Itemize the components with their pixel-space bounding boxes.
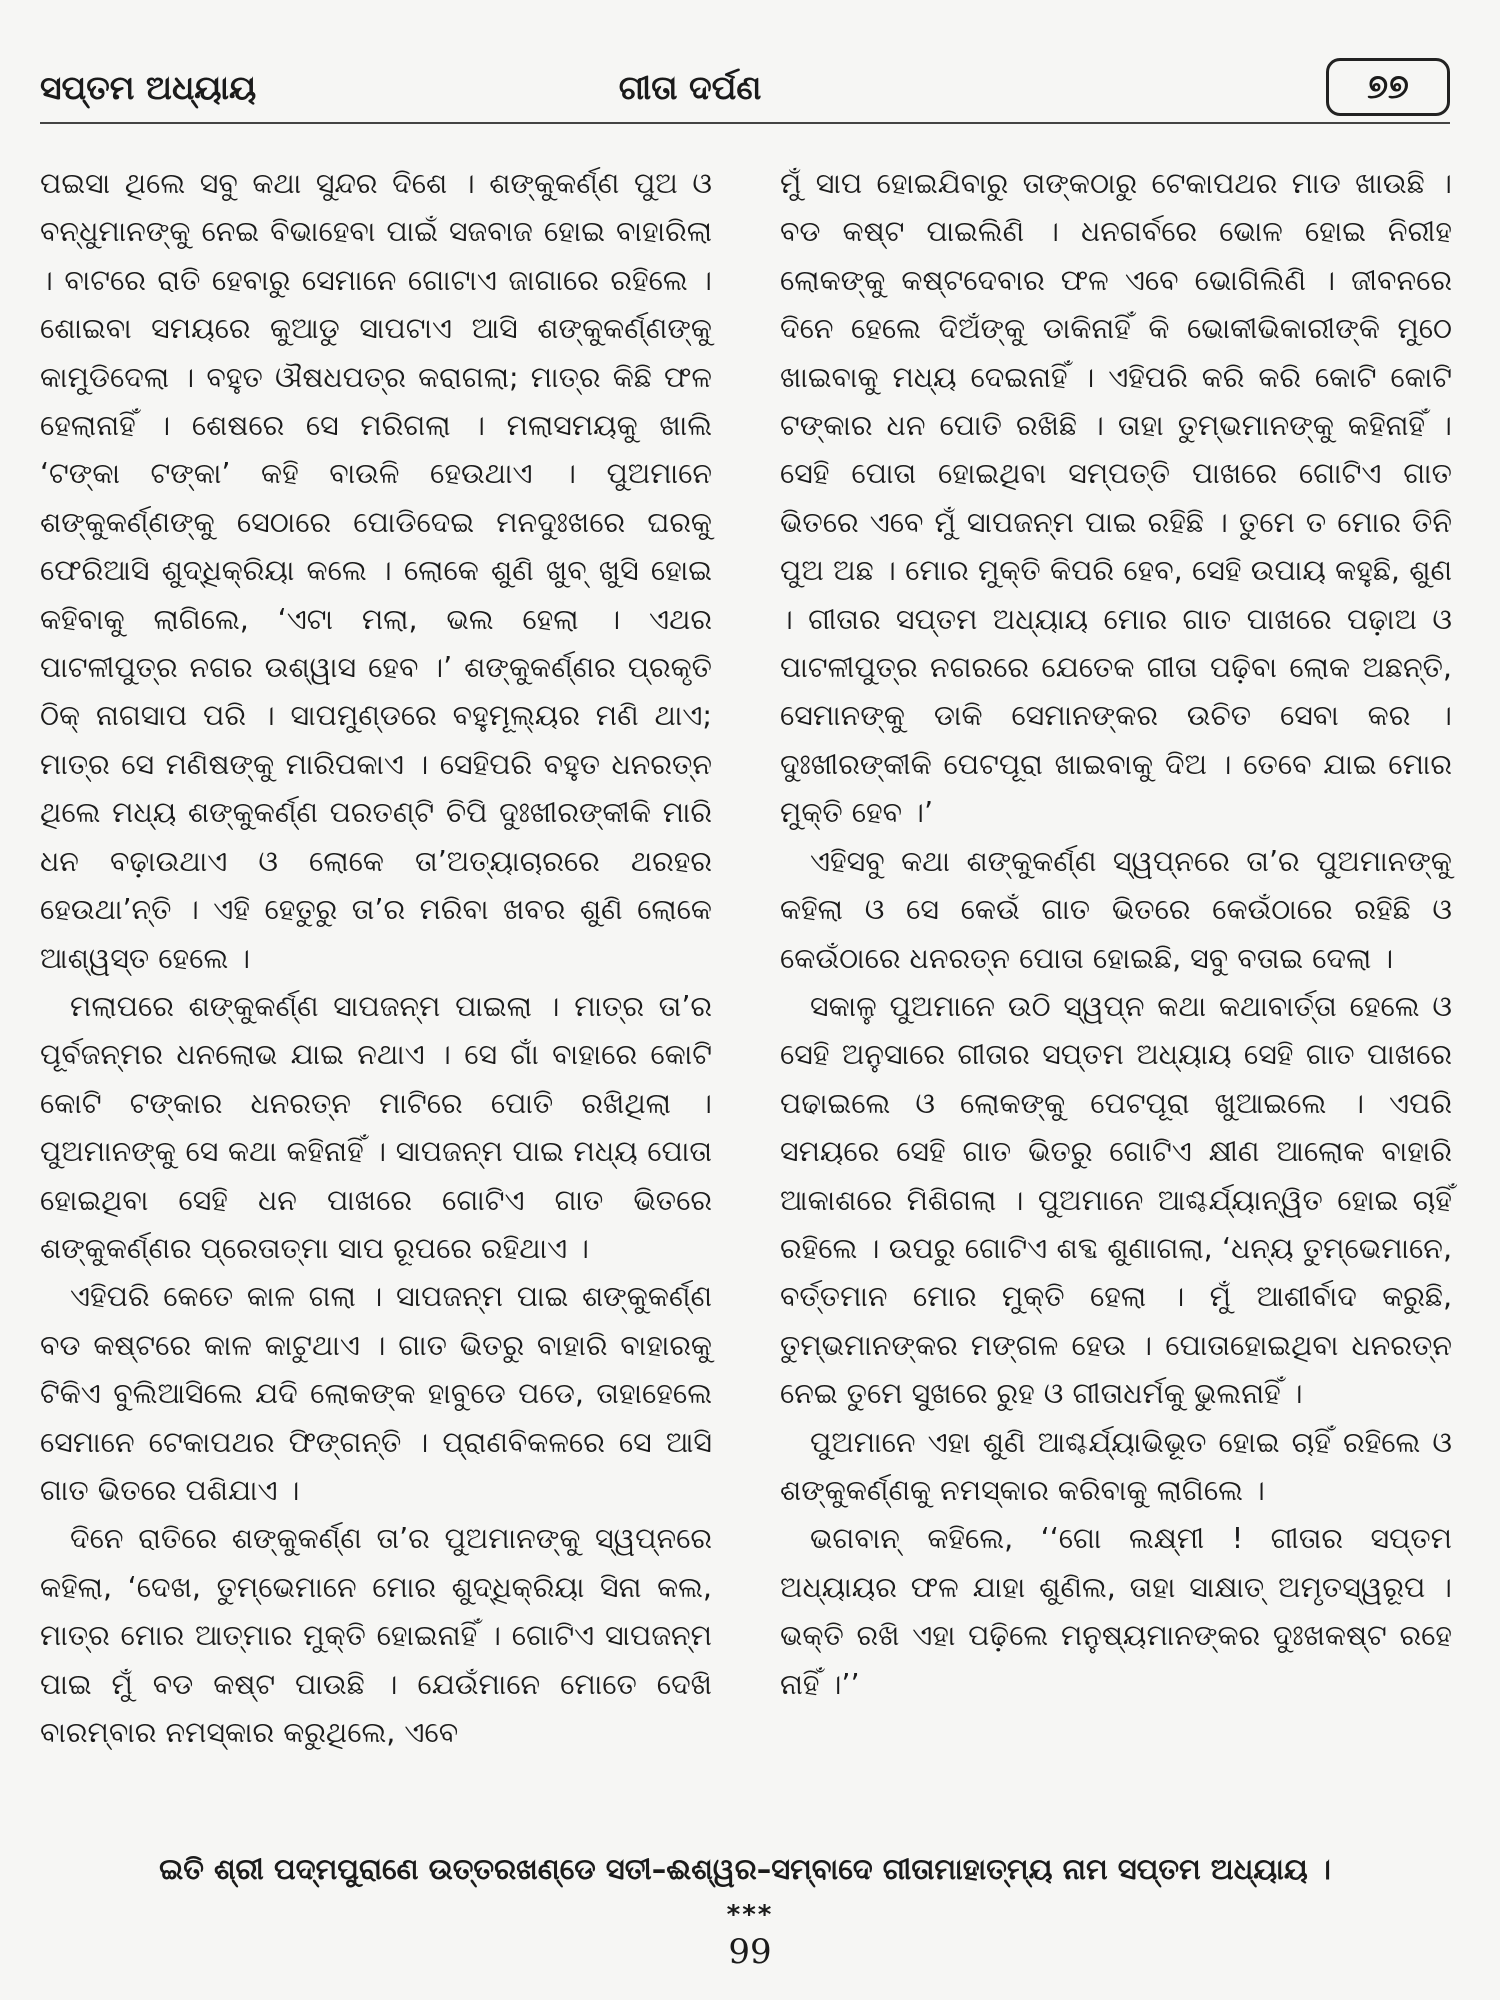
chapter-title: ସପ୍ତମ ଅଧ୍ୟାୟ [40,68,257,107]
paragraph: ମୁଁ ସାପ ହୋଇଯିବାରୁ ତାଙ୍କଠାରୁ ଟେକାପଥର ମାଡ ଖାଉଛି । ବଡ କଷ୍ଟ ପାଇଲିଣି । ଧନଗର୍ବରେ ଭୋଳ ହୋଇ ନିରୀହ ଲୋକଙ୍କୁ କଷ୍ଟଦେବାର ଫଳ ଏବେ ଭୋଗିଲିଣି । ଜୀବନରେ ଦିନେ ହେଲେ ଦିଅଁଙ୍କୁ ଡାକିନାହିଁ କି ଭୋକୀଭିକାରୀଙ୍କି ମୁଠେ ଖାଇବାକୁ ମଧ୍ୟ ଦେଇନାହିଁ । ଏହିପରି କରି କରି କୋଟି କୋଟି ଟଙ୍କାର ଧନ ପୋତି ରଖିଛି । ତାହା ତୁମ୍ଭମାନଙ୍କୁ କହିନାହିଁ । ସେହି ପୋତା ହୋଇଥିବା ସମ୍ପତ୍ତି ପାଖରେ ଗୋଟିଏ ଗାତ ଭିତରେ ଏବେ ମୁଁ ସାପଜନ୍ମ ପାଇ ରହିଛି । ତୁମେ ତ ମୋର ତିନି ପୁଅ ଅଛ । ମୋର ମୁକ୍ତି କିପରି ହେବ, ସେହି ଉପାୟ କହୁଛି, ଶୁଣ । ଗୀତାର ସପ୍ତମ ଅଧ୍ୟାୟ ମୋର ଗାତ ପାଖରେ ପଢ଼ାଅ ଓ ପାଟଳୀପୁତ୍ର ନଗରରେ ଯେତେକ ଗୀତା ପଢ଼ିବା ଲୋକ ଅଛନ୍ତି, ସେମାନଙ୍କୁ ଡାକି ସେମାନଙ୍କର ଉଚିତ ସେବା କର । ଦୁଃଖୀରଙ୍କୀକି ପେଟପୂରା ଖାଇବାକୁ ଦିଅ । ତେବେ ଯାଇ ମୋର ମୁକ୍ତି ହେବ ।’ [780,167,1452,830]
paragraph: ଏହିସବୁ କଥା ଶଙ୍କୁକର୍ଣ୍ଣ ସ୍ୱପ୍ନରେ ତା’ର ପୁଅମାନଙ୍କୁ କହିଲା ଓ ସେ କେଉଁ ଗାତ ଭିତରେ କେଉଁଠାରେ ରହିଛି ଓ କେଉଁଠାରେ ଧନରତ୍ନ ପୋତା ହୋଇଛି, ସବୁ ବତାଇ ଦେଲା । [780,844,1452,975]
paragraph: ପୁଅମାନେ ଏହା ଶୁଣି ଆଶ୍ଚର୍ଯ୍ୟାଭିଭୂତ ହୋଇ ଚାହିଁ ରହିଲେ ଓ ଶଙ୍କୁକର୍ଣ୍ଣକୁ ନମସ୍କାର କରିବାକୁ ଲାଗିଲେ । [780,1425,1452,1507]
chapter-colophon: ଇତି ଶ୍ରୀ ପଦ୍ମପୁରାଣେ ଉତ୍ତରଖଣ୍ଡେ ସତୀ–ଈଶ୍ୱର–ସମ୍ବାଦେ ଗୀତାମାହାତ୍ମ୍ୟ ନାମ ସପ୍ତମ ଅଧ୍ୟାୟ । [159,1852,1331,1886]
paragraph: ଏହିପରି କେତେ କାଳ ଗଲା । ସାପଜନ୍ମ ପାଇ ଶଙ୍କୁକର୍ଣ୍ଣ ବଡ କଷ୍ଟରେ କାଳ କାଟୁଥାଏ । ଗାତ ଭିତରୁ ବାହାରି ବାହାରକୁ ଟିକିଏ ବୁଲିଆସିଲେ ଯଦି ଲୋକଙ୍କ ହାବୁଡେ ପଡେ, ତାହାହେଲେ ସେମାନେ ଟେକାପଥର ଫିଙ୍ଗନ୍ତି । ପ୍ରାଣବିକଳରେ ସେ ଆସି ଗାତ ଭିତରେ ପଶିଯାଏ । [40,1280,712,1507]
left-column [40,160,712,1757]
header-rule [40,122,1450,124]
paragraph: ଦିନେ ରାତିରେ ଶଙ୍କୁକର୍ଣ୍ଣ ତା’ର ପୁଅମାନଙ୍କୁ ସ୍ୱପ୍ନରେ କହିଲା, ‘ଦେଖ, ତୁମ୍ଭେମାନେ ମୋର ଶୁଦ୍ଧିକ୍ରିୟା ସିନା କଲ, ମାତ୍ର ମୋର ଆତ୍ମାର ମୁକ୍ତି ହୋଇନାହିଁ । ଗୋଟିଏ ସାପଜନ୍ମ ପାଇ ମୁଁ ବଡ କଷ୍ଟ ପାଉଛି । ଯେଉଁମାନେ ମୋତେ ଦେଖି ବାରମ୍ବାର ନମସ୍କାର କରୁଥିଲେ, ଏବେ [40,1522,712,1749]
chapter-page-number-box [1326,58,1450,116]
section-stars: *** [726,1900,774,1930]
paragraph: ସକାଳୁ ପୁଅମାନେ ଉଠି ସ୍ୱପ୍ନ କଥା କଥାବାର୍ତ୍ତା ହେଲେ ଓ ସେହି ଅନୁସାରେ ଗୀତାର ସପ୍ତମ ଅଧ୍ୟାୟ ସେହି ଗାତ ପାଖରେ ପଢାଇଲେ ଓ ଲୋକଙ୍କୁ ପେଟପୂରା ଖୁଆଇଲେ । ଏପରି ସମୟରେ ସେହି ଗାତ ଭିତରୁ ଗୋଟିଏ କ୍ଷୀଣ ଆଲୋକ ବାହାରି ଆକାଶରେ ମିଶିଗଲା । ପୁଅମାନେ ଆଶ୍ଚର୍ଯ୍ୟାନ୍ୱିତ ହୋଇ ଚାହିଁ ରହିଲେ । ଉପରୁ ଗୋଟିଏ ଶବ୍ଦ ଶୁଣାଗଲା, ‘ଧନ୍ୟ ତୁମ୍ଭେମାନେ, ବର୍ତ୍ତମାନ ମୋର ମୁକ୍ତି ହେଲା । ମୁଁ ଆଶୀର୍ବାଦ କରୁଛି, ତୁମ୍ଭମାନଙ୍କର ମଙ୍ଗଳ ହେଉ । ପୋତାହୋଇଥିବା ଧନରତ୍ନ ନେଇ ତୁମେ ସୁଖରେ ରୁହ ଓ ଗୀତାଧର୍ମକୁ ଭୁଲନାହିଁ । [780,989,1452,1411]
running-header [40,58,1450,118]
page-number: 99 [728,1932,772,1972]
paragraph: ମଲାପରେ ଶଙ୍କୁକର୍ଣ୍ଣ ସାପଜନ୍ମ ପାଇଲା । ମାତ୍ର ତା’ର ପୂର୍ବଜନ୍ମର ଧନଲୋଭ ଯାଇ ନଥାଏ । ସେ ଗାଁ ବାହାରେ କୋଟି କୋଟି ଟଙ୍କାର ଧନରତ୍ନ ମାଟିରେ ପୋତି ରଖିଥିଲା । ପୁଅମାନଙ୍କୁ ସେ କଥା କହିନାହିଁ । ସାପଜନ୍ମ ପାଇ ମଧ୍ୟ ପୋତା ହୋଇଥିବା ସେହି ଧନ ପାଖରେ ଗୋଟିଏ ଗାତ ଭିତରେ ଶଙ୍କୁକର୍ଣ୍ଣର ପ୍ରେତାତ୍ମା ସାପ ରୂପରେ ରହିଥାଏ । [40,989,712,1265]
right-column [780,160,1452,1709]
paragraph: ପଇସା ଥିଲେ ସବୁ କଥା ସୁନ୍ଦର ଦିଶେ । ଶଙ୍କୁକର୍ଣ୍ଣ ପୁଅ ଓ ବନ୍ଧୁମାନଙ୍କୁ ନେଇ ବିଭାହେବା ପାଇଁ ସଜବାଜ ହୋଇ ବାହାରିଲା । ବାଟରେ ରାତି ହେବାରୁ ସେମାନେ ଗୋଟାଏ ଜାଗାରେ ରହିଲେ । ଶୋଇବା ସମୟରେ କୁଆଡୁ ସାପଟାଏ ଆସି ଶଙ୍କୁକର୍ଣ୍ଣଙ୍କୁ କାମୁଡିଦେଲା । ବହୁତ ଔଷଧପତ୍ର କରାଗଲା; ମାତ୍ର କିଛି ଫଳ ହେଲାନାହିଁ । ଶେଷରେ ସେ ମରିଗଲା । ମଲାସମୟକୁ ଖାଲି ‘ଟଙ୍କା ଟଙ୍କା’ କହି ବାଉଳି ହେଉଥାଏ । ପୁଅମାନେ ଶଙ୍କୁକର୍ଣ୍ଣଙ୍କୁ ସେଠାରେ ପୋଡିଦେଇ ମନଦୁଃଖରେ ଘରକୁ ଫେରିଆସି ଶୁଦ୍ଧିକ୍ରିୟା କଲେ । ଲୋକେ ଶୁଣି ଖୁବ୍ ଖୁସି ହୋଇ କହିବାକୁ ଲାଗିଲେ, ‘ଏଟା ମଲା, ଭଲ ହେଲା । ଏଥର ପାଟଳୀପୁତ୍ର ନଗର ଉଶ୍ୱାସ ହେବ ।’ ଶଙ୍କୁକର୍ଣ୍ଣର ପ୍ରକୃତି ଠିକ୍ ନାଗସାପ ପରି । ସାପମୁଣ୍ଡରେ ବହୁମୂଲ୍ୟର ମଣି ଥାଏ; ମାତ୍ର ସେ ମଣିଷଙ୍କୁ ମାରିପକାଏ । ସେହିପରି ବହୁତ ଧନରତ୍ନ ଥିଲେ ମଧ୍ୟ ଶଙ୍କୁକର୍ଣ୍ଣ ପରତଣ୍ଟି ଚିପି ଦୁଃଖୀରଙ୍କୀକି ମାରି ଧନ ବଢ଼ାଉଥାଏ ଓ ଲୋକେ ତା’ଅତ୍ୟାଚାରରେ ଥରହର ହେଉଥା’ନ୍ତି । ଏହି ହେତୁରୁ ତା’ର ମରିବା ଖବର ଶୁଣି ଲୋକେ ଆଶ୍ୱସ୍ତ ହେଲେ । [40,167,712,975]
chapter-page-number: ୭୭ [1367,67,1409,107]
paragraph: ଭଗବାନ୍ କହିଲେ, ‘‘ଗୋ ଲକ୍ଷ୍ମୀ ! ଗୀତାର ସପ୍ତମ ଅଧ୍ୟାୟର ଫଳ ଯାହା ଶୁଣିଲ, ତାହା ସାକ୍ଷାତ୍ ଅମୃତସ୍ୱରୂପ । ଭକ୍ତି ରଖି ଏହା ପଢ଼ିଲେ ମନୁଷ୍ୟମାନଙ୍କର ଦୁଃଖକଷ୍ଟ ରହେ ନାହିଁ ।’’ [780,1522,1452,1701]
book-title: ଗୀତା ଦର୍ପଣ [618,68,762,107]
